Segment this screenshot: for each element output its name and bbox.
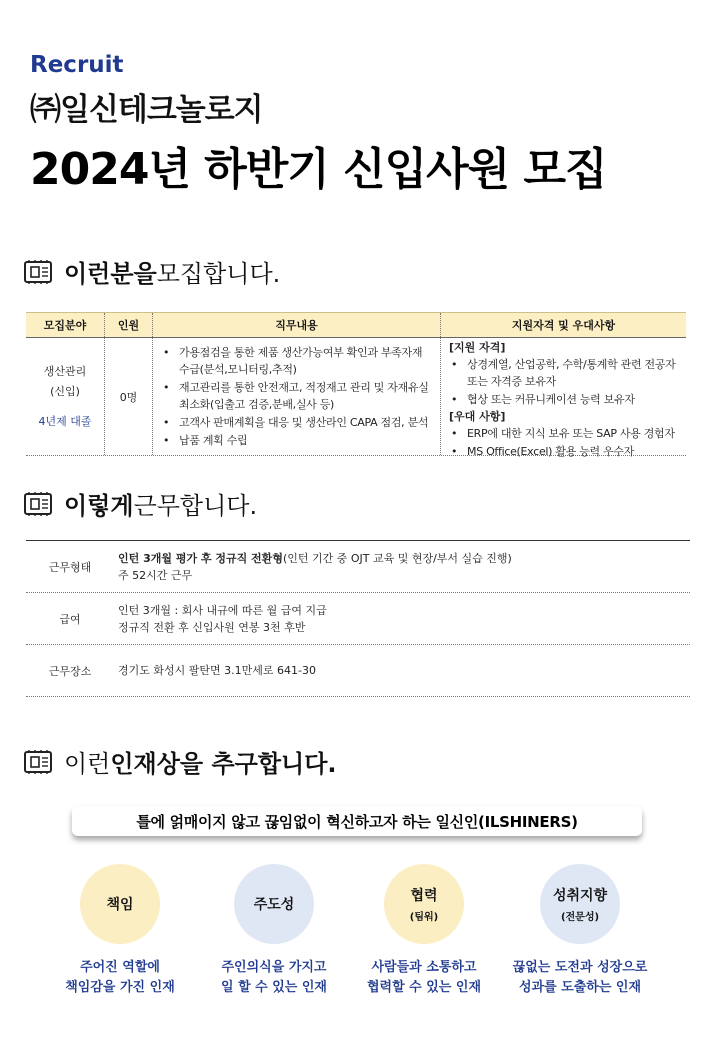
value-desc-line: 사람들과 소통하고 bbox=[371, 960, 477, 975]
duty-item: • 납품 계획 수립 bbox=[163, 432, 434, 449]
field-cell bbox=[26, 338, 104, 455]
value-name: 책임 bbox=[106, 897, 134, 913]
value-description-cooperation bbox=[344, 958, 504, 998]
work-hours: 주 52시간 근무 bbox=[118, 568, 193, 582]
header-qualifications: 지원자격 및 우대사항 bbox=[440, 313, 686, 337]
value-circle-initiative bbox=[234, 864, 314, 944]
talent-banner: 틀에 얽매이지 않고 끊임없이 혁신하고자 하는 일신인(ILSHINERS) bbox=[72, 806, 642, 836]
value-description-achievement bbox=[500, 958, 660, 998]
field-name: 생산관리 bbox=[43, 364, 87, 378]
value-sub: (전문성) bbox=[560, 912, 600, 923]
value-name: 주도성 bbox=[253, 897, 295, 913]
value-description-initiative bbox=[194, 958, 354, 998]
table-row bbox=[26, 645, 690, 697]
recruit-label: Recruit bbox=[30, 52, 124, 78]
preference-heading: [우대 사항] bbox=[449, 410, 506, 423]
qualifications-cell bbox=[440, 338, 686, 458]
duties-cell bbox=[152, 338, 440, 455]
section-work-title-rest: 근무합니다. bbox=[133, 492, 258, 520]
qualification-item: • 상경계열, 산업공학, 수학/통계학 관련 전공자 또는 자격증 보유자 bbox=[451, 356, 682, 390]
duty-item: • 가용점검을 통한 제품 생산가능여부 확인과 부족자재 수급(분석,모니터링,추적) bbox=[163, 344, 434, 378]
page-title: 2024년 하반기 신입사원 모집 bbox=[30, 144, 607, 195]
value-circle-cooperation bbox=[384, 864, 464, 944]
value-desc-line: 협력할 수 있는 인재 bbox=[366, 980, 482, 995]
location-address: 경기도 화성시 팔탄면 3.1만세로 641-30 bbox=[118, 664, 316, 677]
work-conditions-table bbox=[26, 540, 690, 697]
location-value bbox=[114, 645, 316, 696]
value-desc-line: 성과를 도출하는 인재 bbox=[518, 980, 642, 995]
recruitment-table-header bbox=[26, 312, 686, 338]
header-duties: 직무내용 bbox=[152, 313, 440, 337]
preference-item: • ERP에 대한 지식 보유 또는 SAP 사용 경험자 bbox=[451, 425, 682, 442]
work-type-detail: (인턴 기간 중 OJT 교육 및 현장/부서 실습 진행) bbox=[282, 551, 512, 565]
table-row bbox=[26, 338, 686, 456]
section-talent-title-bold: 인재상을 추구합니다. bbox=[110, 750, 337, 778]
header-field: 모집분야 bbox=[43, 319, 87, 332]
work-type-bold: 인턴 3개월 평가 후 정규직 전환형 bbox=[118, 551, 283, 565]
section-talent-title bbox=[22, 744, 337, 779]
location-label: 근무장소 bbox=[48, 664, 92, 678]
section-who-title bbox=[22, 254, 280, 289]
value-circle-responsibility bbox=[80, 864, 160, 944]
value-name: 협력 bbox=[410, 888, 438, 904]
section-who-title-bold: 이런분을 bbox=[64, 260, 157, 288]
chip-icon bbox=[22, 491, 54, 517]
work-type-label: 근무형태 bbox=[48, 560, 92, 574]
section-work-title-bold: 이렇게 bbox=[64, 492, 134, 520]
qualification-heading: [지원 자격] bbox=[449, 341, 506, 354]
section-talent-title-pre: 이런 bbox=[64, 750, 111, 778]
value-desc-line: 주인의식을 가지고 bbox=[221, 960, 327, 975]
section-work-title bbox=[22, 486, 257, 521]
count-cell: 0명 bbox=[104, 338, 152, 455]
duty-item: • 재고관리를 통한 안전재고, 적정재고 관리 및 자재유실 최소화(입출고 검증,분배,실사 등) bbox=[163, 379, 434, 413]
recruitment-table bbox=[26, 312, 686, 456]
salary-intern: 인턴 3개월 : 회사 내규에 따른 월 급여 지급 bbox=[118, 603, 327, 617]
salary-regular: 정규직 전환 후 신입사원 연봉 3천 후반 bbox=[118, 620, 306, 634]
table-row bbox=[26, 593, 690, 645]
value-sub: (팀워) bbox=[409, 912, 439, 923]
header-count: 인원 bbox=[104, 313, 152, 337]
work-type-value bbox=[114, 541, 512, 592]
salary-value bbox=[114, 593, 327, 644]
chip-icon bbox=[22, 749, 54, 775]
field-type: (신입) bbox=[50, 384, 80, 398]
value-desc-line: 주어진 역할에 bbox=[80, 960, 160, 975]
qualification-item: • 협상 또는 커뮤니케이션 능력 보유자 bbox=[451, 391, 682, 408]
preference-item: • MS Office(Excel) 활용 능력 우수자 bbox=[451, 443, 682, 460]
value-desc-line: 일 할 수 있는 인재 bbox=[220, 980, 327, 995]
field-note: 4년제 대졸 bbox=[38, 414, 92, 428]
value-name: 성취지향 bbox=[552, 888, 608, 904]
value-circle-achievement bbox=[540, 864, 620, 944]
value-desc-line: 끊없는 도전과 성장으로 bbox=[512, 960, 648, 975]
chip-icon bbox=[22, 259, 54, 285]
section-who-title-rest: 모집합니다. bbox=[156, 260, 281, 288]
table-row bbox=[26, 541, 690, 593]
salary-label: 급여 bbox=[59, 612, 81, 626]
value-description-responsibility bbox=[40, 958, 200, 998]
company-name: ㈜일신테크놀로지 bbox=[30, 92, 263, 128]
value-desc-line: 책임감을 가진 인재 bbox=[65, 980, 175, 995]
duty-item: • 고객사 판매계획을 대응 및 생산라인 CAPA 점검, 분석 bbox=[163, 414, 434, 431]
